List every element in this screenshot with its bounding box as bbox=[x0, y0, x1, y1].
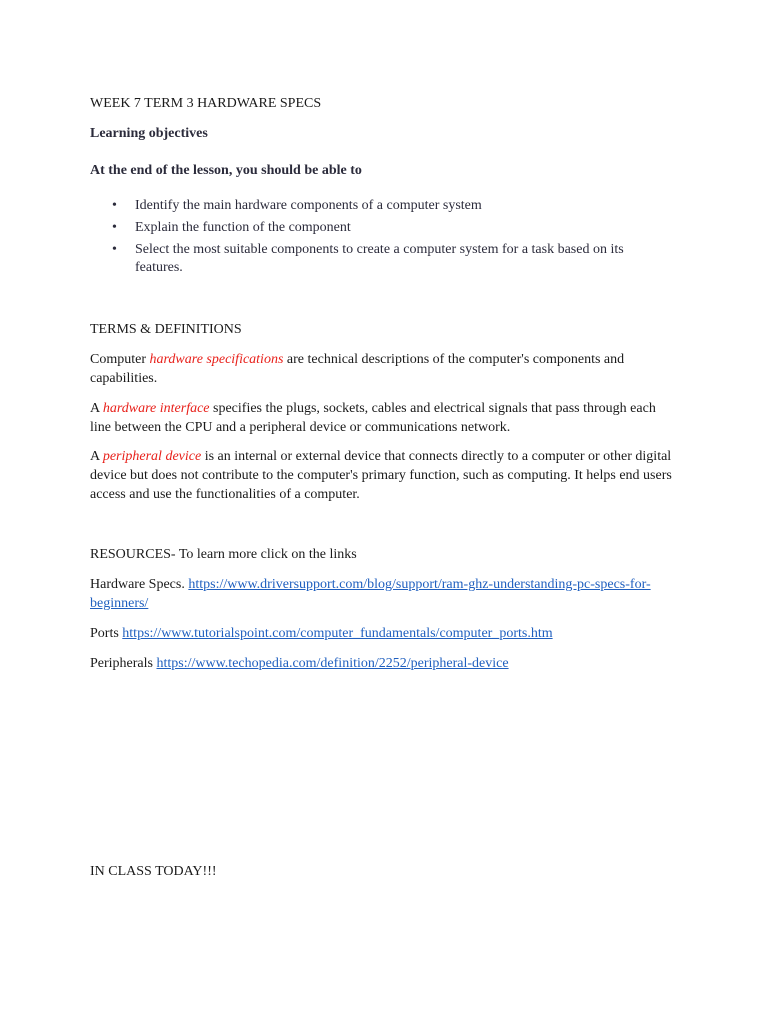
resource-label: Ports bbox=[90, 626, 123, 641]
resource-link-hardware-specs[interactable]: https://www.driversupport.com/blog/support/ram-ghz-understanding-pc-specs-for-beginners/ bbox=[90, 577, 651, 611]
list-item bbox=[110, 241, 670, 277]
in-class-today-heading: IN CLASS TODAY!!! bbox=[90, 864, 217, 879]
list-item bbox=[110, 197, 670, 215]
list-item bbox=[110, 219, 670, 237]
term-highlight: hardware specifications bbox=[149, 352, 284, 367]
resource-label: Peripherals bbox=[90, 656, 157, 671]
resource-link-peripherals[interactable]: https://www.techopedia.com/definition/2252/peripheral-device bbox=[156, 656, 509, 671]
learning-intro: At the end of the lesson, you should be able to bbox=[90, 163, 362, 178]
resource-peripherals bbox=[90, 654, 680, 673]
definition-prefix: A bbox=[90, 401, 103, 416]
resource-ports bbox=[90, 624, 680, 643]
definition-prefix: A bbox=[90, 449, 103, 464]
term-highlight: hardware interface bbox=[102, 401, 210, 416]
definition-text: specifies the plugs, sockets, cables and electrical signals that pass through each line between the CPU and a peripheral device or communications network. bbox=[90, 401, 656, 435]
definition-hardware-specifications bbox=[90, 350, 680, 388]
list-item-text: Explain the function of the component bbox=[135, 220, 351, 235]
definition-text: is an internal or external device that connects directly to a computer or other digital device but does not contribute to the computer's primary function, such as computing. It helps end users access and use the functionalities of a computer. bbox=[90, 449, 672, 502]
definition-prefix: Computer bbox=[90, 352, 150, 367]
page-title: WEEK 7 TERM 3 HARDWARE SPECS bbox=[90, 96, 322, 111]
resource-link-ports[interactable]: https://www.tutorialspoint.com/computer_fundamentals/computer_ports.htm bbox=[122, 626, 553, 641]
resource-hardware-specs bbox=[90, 575, 680, 613]
terms-heading: TERMS & DEFINITIONS bbox=[90, 322, 242, 337]
bullet-icon: • bbox=[112, 242, 117, 257]
bullet-icon: • bbox=[112, 220, 117, 235]
term-highlight: peripheral device bbox=[102, 449, 202, 464]
definition-hardware-interface bbox=[90, 399, 680, 437]
learning-objectives-heading: Learning objectives bbox=[90, 126, 208, 141]
objectives-list bbox=[110, 197, 670, 281]
resource-label: Hardware Specs. bbox=[90, 577, 189, 592]
definition-peripheral-device bbox=[90, 447, 680, 504]
list-item-text: Select the most suitable components to create a computer system for a task based on its features. bbox=[135, 242, 624, 275]
definition-text: are technical descriptions of the computer's components and capabilities. bbox=[90, 352, 625, 386]
bullet-icon: • bbox=[112, 198, 117, 213]
list-item-text: Identify the main hardware components of a computer system bbox=[135, 198, 482, 213]
resources-heading: RESOURCES- To learn more click on the links bbox=[90, 547, 357, 562]
